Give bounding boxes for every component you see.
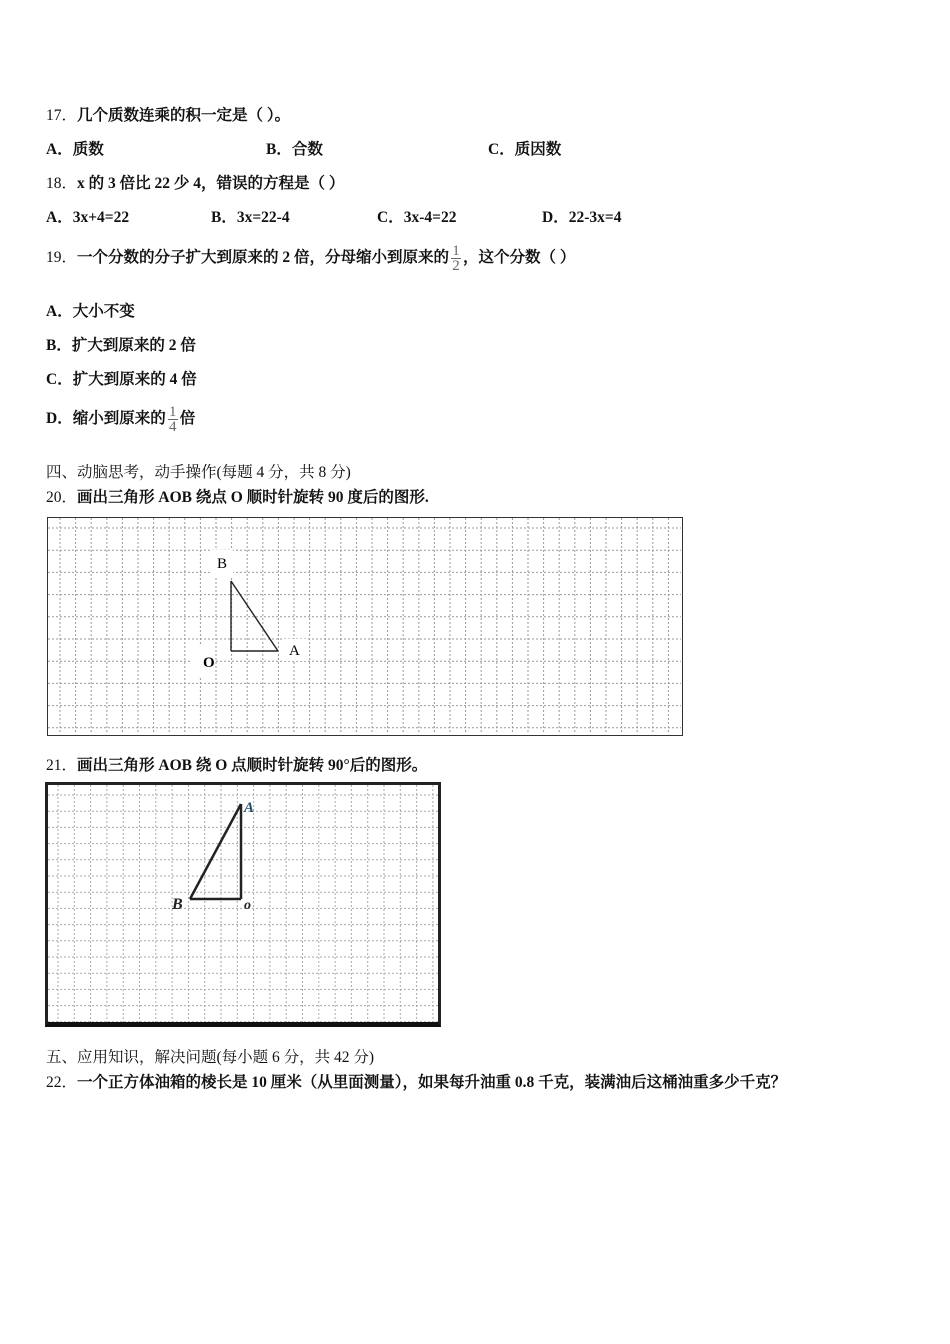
question-number: 17． <box>46 107 78 124</box>
q19-option-d: D．缩小到原来的 $\frac{1}{4}$ 倍 <box>46 403 196 435</box>
label-b: B <box>217 556 228 572</box>
section-5-heading: 五、应用知识，解决问题(每小题 6 分，共 42 分) <box>46 1049 375 1066</box>
q18-option-b: B．3x=22-4 <box>211 209 290 226</box>
question-number: 18． <box>46 175 78 192</box>
section-4-heading: 四、动脑思考，动手操作(每题 4 分，共 8 分) <box>46 464 351 481</box>
question-18 <box>46 171 344 193</box>
question-text: 几个质数连乘的积一定是（ ）。 <box>77 107 291 124</box>
question-19: 19．一个分数的分子扩大到原来的 2 倍，分母缩小到原来的 $\frac{1}{2}$ ，这个分数（ ） <box>46 242 576 274</box>
label-o: o <box>244 898 251 913</box>
question-22 <box>46 1070 786 1092</box>
question-number: 20． <box>46 489 78 506</box>
question-text: 画出三角形 AOB 绕 O 点顺时针旋转 90°后的图形。 <box>77 757 428 774</box>
label-a: A <box>289 643 300 659</box>
grid-figure-q20 <box>47 517 683 736</box>
q19-option-c: C．扩大到原来的 4 倍 <box>46 371 197 388</box>
q19-option-a: A．大小不变 <box>46 303 135 320</box>
question-text: x 的 3 倍比 22 少 4，错误的方程是（ ） <box>77 175 345 192</box>
q18-option-c: C．3x-4=22 <box>377 209 457 226</box>
fraction-one-quarter: $\frac{1}{4}$ <box>168 403 177 435</box>
q18-option-d: D．22-3x=4 <box>542 209 622 226</box>
question-text: 画出三角形 AOB 绕点 O 顺时针旋转 90 度后的图形. <box>77 489 429 506</box>
q17-option-a: A．质数 <box>46 141 104 158</box>
q18-option-a: A．3x+4=22 <box>46 209 130 226</box>
fraction-one-half: $\frac{1}{2}$ <box>452 242 460 274</box>
label-a: A <box>244 800 255 816</box>
question-number: 22． <box>46 1074 78 1091</box>
q19-option-b: B．扩大到原来的 2 倍 <box>46 337 196 354</box>
grid-svg-q21 <box>48 785 438 1022</box>
question-20 <box>46 485 429 507</box>
label-o: O <box>203 655 215 671</box>
grid-figure-q21 <box>45 782 441 1027</box>
triangle-side-ab <box>231 581 278 651</box>
question-21 <box>46 753 427 775</box>
label-b: B <box>172 896 183 913</box>
q17-option-c: C．质因数 <box>488 141 562 158</box>
q17-option-b: B．合数 <box>266 141 323 158</box>
question-number: 21． <box>46 757 78 774</box>
question-text: 一个正方体油箱的棱长是 10 厘米（从里面测量），如果每升油重 0.8 千克，装满油后这桶油重多少千克？ <box>77 1074 787 1091</box>
question-number: 19． <box>46 249 78 266</box>
grid-svg-q20 <box>48 518 681 734</box>
question-17 <box>46 103 290 125</box>
triangle-side-ab <box>190 804 241 899</box>
